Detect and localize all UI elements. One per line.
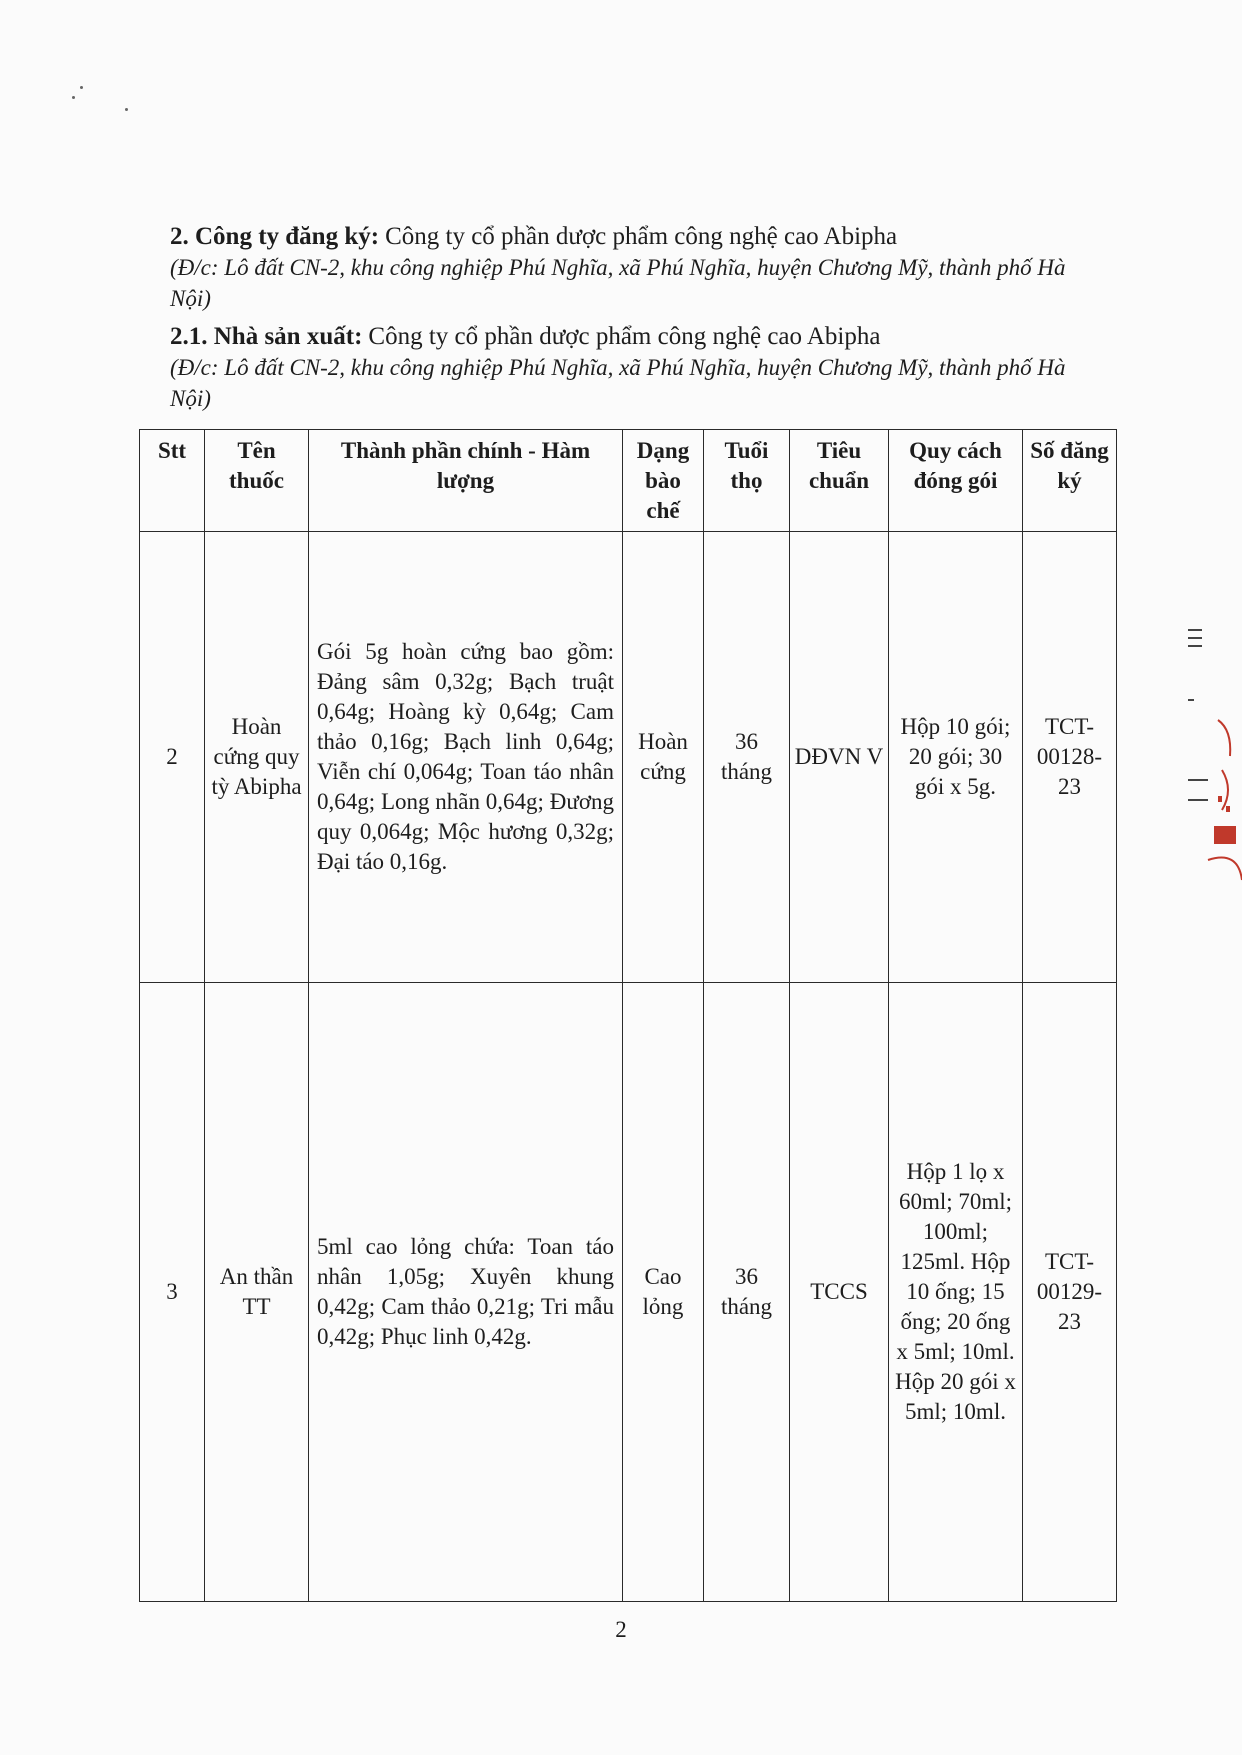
header-packaging: Quy cách đóng gói [889,430,1023,532]
cell-packaging: Hộp 1 lọ x 60ml; 70ml; 100ml; 125ml. Hộp 10 ống; 15 ống; 20 ống x 5ml; 10ml. Hộp 20 gói x 5ml; 10ml. [889,983,1023,1602]
manufacturer-heading-label: 2.1. Nhà sản xuất: [170,323,363,350]
table-header-row [140,430,1117,532]
company-heading-label: 2. Công ty đăng ký: [170,223,380,250]
cell-shelf-life: 36 tháng [704,532,790,983]
table-row [140,532,1117,983]
table-row [140,983,1117,1602]
stamp-fragment-graphic [1178,620,1242,940]
cell-registration: TCT-00128-23 [1023,532,1117,983]
company-address: (Đ/c: Lô đất CN-2, khu công nghiệp Phú Nghĩa, xã Phú Nghĩa, huyện Chương Mỹ, thành phố Hà Nội) [170,255,1066,311]
cell-standard: DĐVN V [790,532,889,983]
manufacturer-heading-value: Công ty cổ phần dược phẩm công nghệ cao Abipha [368,323,881,350]
cell-name: An thần TT [205,983,309,1602]
manufacturer-section [170,322,1105,414]
header-shelf-life: Tuổi thọ [704,430,790,532]
header-stt: Stt [140,430,205,532]
company-heading [170,222,1105,252]
manufacturer-heading [170,322,1105,352]
header-ingredients: Thành phần chính - Hàm lượng [309,430,623,532]
header-registration: Số đăng ký [1023,430,1117,532]
drug-table [139,429,1117,1602]
cell-registration: TCT-00129-23 [1023,983,1117,1602]
company-heading-value: Công ty cổ phần dược phẩm công nghệ cao Abipha [385,223,898,250]
cell-shelf-life: 36 tháng [704,983,790,1602]
cell-standard: TCCS [790,983,889,1602]
partial-stamp-edge [1178,620,1242,940]
page-number: 2 [615,1617,627,1642]
cell-stt: 3 [140,983,205,1602]
cell-dosage-form: Cao lỏng [623,983,704,1602]
header-standard: Tiêu chuẩn [790,430,889,532]
cell-dosage-form: Hoàn cứng [623,532,704,983]
header-name: Tên thuốc [205,430,309,532]
cell-ingredients: 5ml cao lỏng chứa: Toan táo nhân 1,05g; Xuyên khung 0,42g; Cam thảo 0,21g; Tri mẫu 0,42g; Phục linh 0,42g. [309,983,623,1602]
cell-name: Hoàn cứng quy tỳ Abipha [205,532,309,983]
scan-speck [125,108,128,111]
cell-ingredients: Gói 5g hoàn cứng bao gồm: Đảng sâm 0,32g; Bạch truật 0,64g; Hoàng kỳ 0,64g; Cam thảo 0,16g; Bạch linh 0,64g; Viễn chí 0,064g; Toan táo nhân 0,64g; Long nhãn 0,64g; Đương quy 0,064g; Mộc hương 0,32g; Đại táo 0,16g. [309,532,623,983]
cell-stt: 2 [140,532,205,983]
company-section [170,222,1105,314]
scan-speck [80,86,83,89]
cell-packaging: Hộp 10 gói; 20 gói; 30 gói x 5g. [889,532,1023,983]
scan-speck [72,96,75,99]
header-dosage-form: Dạng bào chế [623,430,704,532]
manufacturer-address: (Đ/c: Lô đất CN-2, khu công nghiệp Phú Nghĩa, xã Phú Nghĩa, huyện Chương Mỹ, thành phố Hà Nội) [170,355,1066,411]
